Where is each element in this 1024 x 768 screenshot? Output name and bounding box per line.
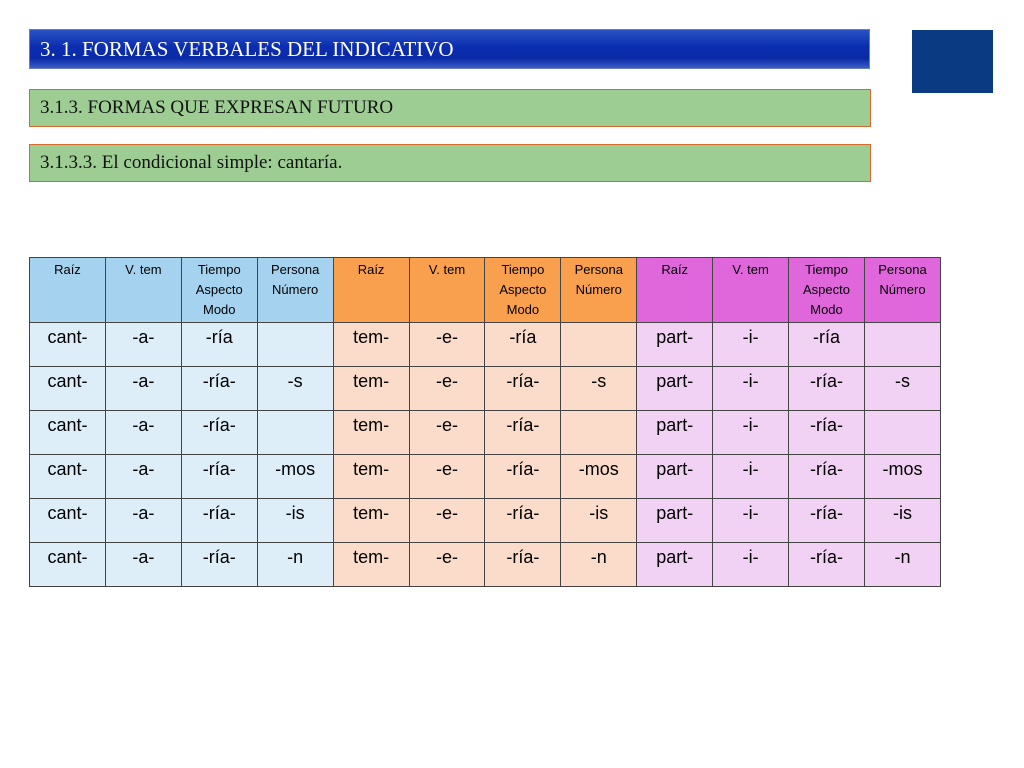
table-cell: -n bbox=[864, 543, 940, 587]
table-row bbox=[30, 367, 941, 411]
table-cell: -ría- bbox=[789, 499, 865, 543]
table-cell: -mos bbox=[257, 455, 333, 499]
table-cell: part- bbox=[637, 499, 713, 543]
table-cell: part- bbox=[637, 367, 713, 411]
table-cell: tem- bbox=[333, 543, 409, 587]
section-subtitle: 3.1.3. FORMAS QUE EXPRESAN FUTURO bbox=[29, 89, 871, 127]
header-tiempo-aspecto-modo: Tiempo Aspecto Modo bbox=[181, 258, 257, 323]
table-cell: -ría- bbox=[789, 411, 865, 455]
table-cell: -i- bbox=[713, 499, 789, 543]
header-tiempo-aspecto-modo: Tiempo Aspecto Modo bbox=[789, 258, 865, 323]
table-cell: -i- bbox=[713, 411, 789, 455]
table-cell: -a- bbox=[105, 499, 181, 543]
table-row bbox=[30, 323, 941, 367]
table-cell: -a- bbox=[105, 411, 181, 455]
table-cell: cant- bbox=[30, 367, 106, 411]
table-cell: -mos bbox=[864, 455, 940, 499]
table-cell: -ría bbox=[181, 323, 257, 367]
table-cell: -i- bbox=[713, 323, 789, 367]
table-cell: tem- bbox=[333, 411, 409, 455]
table-cell: -i- bbox=[713, 367, 789, 411]
table-cell: cant- bbox=[30, 543, 106, 587]
table-cell: -ría- bbox=[789, 367, 865, 411]
table-cell: -ría- bbox=[485, 499, 561, 543]
table-cell: cant- bbox=[30, 323, 106, 367]
table-cell: -mos bbox=[561, 455, 637, 499]
table-cell: part- bbox=[637, 411, 713, 455]
header-tiempo-aspecto-modo: Tiempo Aspecto Modo bbox=[485, 258, 561, 323]
table-cell: -ría- bbox=[789, 455, 865, 499]
table-cell: -ría- bbox=[181, 367, 257, 411]
header-v-tem: V. tem bbox=[105, 258, 181, 323]
table-cell: part- bbox=[637, 543, 713, 587]
table-cell: -a- bbox=[105, 455, 181, 499]
table-cell: -s bbox=[257, 367, 333, 411]
table-cell: -ría- bbox=[485, 455, 561, 499]
corner-decoration bbox=[912, 30, 993, 93]
header-raiz: Raíz bbox=[637, 258, 713, 323]
header-v-tem: V. tem bbox=[713, 258, 789, 323]
header-raiz: Raíz bbox=[30, 258, 106, 323]
header-persona-numero: Persona Número bbox=[257, 258, 333, 323]
table-row bbox=[30, 499, 941, 543]
table-cell: part- bbox=[637, 323, 713, 367]
section-heading: 3.1.3.3. El condicional simple: cantaría. bbox=[29, 144, 871, 182]
table-cell: -i- bbox=[713, 455, 789, 499]
table-cell: -s bbox=[864, 367, 940, 411]
table-cell bbox=[257, 411, 333, 455]
table-cell bbox=[864, 323, 940, 367]
table-cell: -ría- bbox=[485, 411, 561, 455]
table-cell: -ría- bbox=[181, 499, 257, 543]
table-cell: tem- bbox=[333, 323, 409, 367]
table-cell: -n bbox=[257, 543, 333, 587]
table-cell: -ría- bbox=[485, 543, 561, 587]
table-cell: -is bbox=[561, 499, 637, 543]
header-v-tem: V. tem bbox=[409, 258, 485, 323]
table-row bbox=[30, 543, 941, 587]
table-cell: -e- bbox=[409, 411, 485, 455]
table-cell: -ría- bbox=[181, 411, 257, 455]
conjugation-table bbox=[29, 257, 941, 587]
header-persona-numero: Persona Número bbox=[864, 258, 940, 323]
table-row bbox=[30, 455, 941, 499]
table-body bbox=[30, 323, 941, 587]
table-cell: -e- bbox=[409, 543, 485, 587]
table-cell: -is bbox=[864, 499, 940, 543]
table-row bbox=[30, 411, 941, 455]
table-cell: -a- bbox=[105, 367, 181, 411]
table-cell: -a- bbox=[105, 323, 181, 367]
table-cell: cant- bbox=[30, 499, 106, 543]
header-raiz: Raíz bbox=[333, 258, 409, 323]
table-cell bbox=[257, 323, 333, 367]
page-title: 3. 1. FORMAS VERBALES DEL INDICATIVO bbox=[29, 29, 870, 69]
table-cell: -is bbox=[257, 499, 333, 543]
table-cell bbox=[561, 323, 637, 367]
table-header-row bbox=[30, 258, 941, 323]
table-cell: -e- bbox=[409, 323, 485, 367]
table-cell: -ría bbox=[485, 323, 561, 367]
table-cell: -e- bbox=[409, 455, 485, 499]
table-cell bbox=[561, 411, 637, 455]
table-cell: -ría bbox=[789, 323, 865, 367]
table-cell: -a- bbox=[105, 543, 181, 587]
table-cell: cant- bbox=[30, 411, 106, 455]
table-cell: tem- bbox=[333, 367, 409, 411]
table-cell: -n bbox=[561, 543, 637, 587]
table-cell: -s bbox=[561, 367, 637, 411]
table-cell: cant- bbox=[30, 455, 106, 499]
header-persona-numero: Persona Número bbox=[561, 258, 637, 323]
table-cell: -ría- bbox=[485, 367, 561, 411]
table-cell: tem- bbox=[333, 499, 409, 543]
table-cell: -ría- bbox=[181, 543, 257, 587]
table-cell: tem- bbox=[333, 455, 409, 499]
table-cell: -e- bbox=[409, 499, 485, 543]
table-cell: -i- bbox=[713, 543, 789, 587]
table-cell: -ría- bbox=[181, 455, 257, 499]
table-cell bbox=[864, 411, 940, 455]
table-cell: part- bbox=[637, 455, 713, 499]
table-cell: -ría- bbox=[789, 543, 865, 587]
table-cell: -e- bbox=[409, 367, 485, 411]
